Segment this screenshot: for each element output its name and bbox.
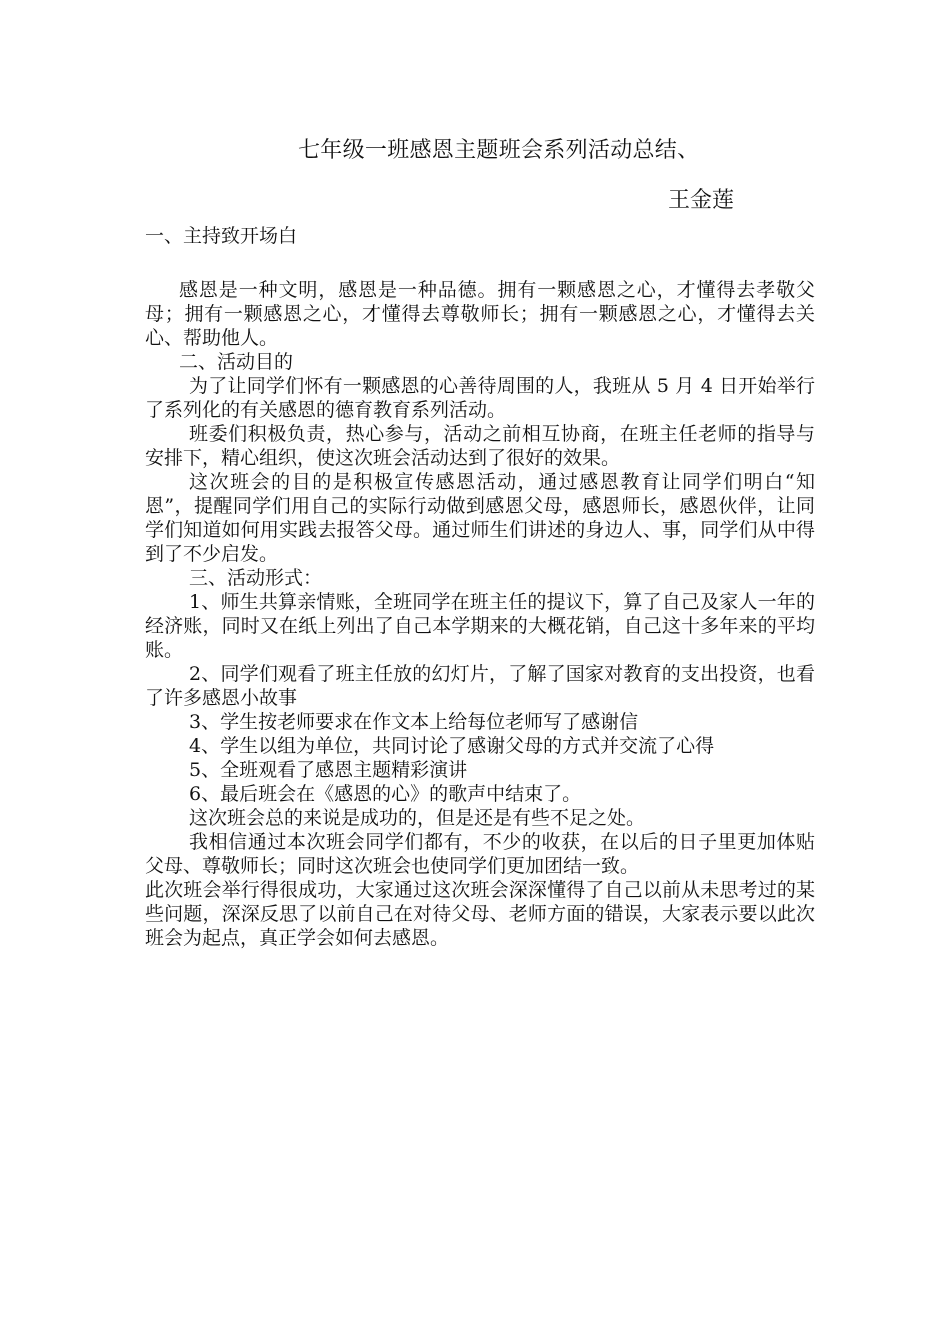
paragraph-goal: 这次班会的目的是积极宣传感恩活动，通过感恩教育让同学们明白“知恩”，提醒同学们用自己的实际行动做到感恩父母，感恩师长，感恩伙伴，让同学们知道如何用实践去报答父母。通过师生们讲述的身边人、事，同学们从中得到了不少启发。 (145, 471, 815, 565)
list-item-3: 3、学生按老师要求在作文本上给每位老师写了感谢信 (189, 711, 639, 733)
list-item-6: 6、最后班会在《感恩的心》的歌声中结束了。 (189, 783, 582, 805)
document-title: 七年级一班感恩主题班会系列活动总结、 (298, 138, 700, 163)
paragraph-gratitude-intro: 感恩是一种文明，感恩是一种品德。拥有一颗感恩之心，才懂得去孝敬父母；拥有一颗感恩之心，才懂得去尊敬师长；拥有一颗感恩之心，才懂得去关心、帮助他人。 (145, 279, 815, 349)
list-item-1: 1、师生共算亲情账，全班同学在班主任的提议下，算了自己及家人一年的经济账，同时又在纸上列出了自己本学期来的大概花销，自己这十多年来的平均账。 (145, 591, 815, 661)
paragraph-purpose: 为了让同学们怀有一颗感恩的心善待周围的人，我班从 5 月 4 日开始举行了系列化的有关感恩的德育教育系列活动。 (145, 375, 815, 421)
paragraph-conclusion: 此次班会举行得很成功，大家通过这次班会深深懂得了自己以前从未思考过的某些问题，深深反思了以前自己在对待父母、老师方面的错误，大家表示要以此次班会为起点，真正学会如何去感恩。 (145, 879, 815, 949)
section-heading-purpose: 二、活动目的 (179, 351, 294, 373)
list-item-5: 5、全班观看了感恩主题精彩演讲 (189, 759, 468, 781)
document-body (145, 224, 815, 950)
document-author: 王金莲 (668, 188, 735, 213)
paragraph-summary: 这次班会总的来说是成功的，但是还是有些不足之处。 (189, 807, 646, 829)
paragraph-belief: 我相信通过本次班会同学们都有，不少的收获，在以后的日子里更加体贴父母、尊敬师长；同时这次班会也使同学们更加团结一致。 (145, 831, 815, 877)
list-item-4: 4、学生以组为单位，共同讨论了感谢父母的方式并交流了心得 (189, 735, 715, 757)
list-item-2: 2、同学们观看了班主任放的幻灯片，了解了国家对教育的支出投资，也看了许多感恩小故事 (145, 663, 815, 709)
section-heading-format: 三、活动形式： (189, 567, 323, 589)
paragraph-committee: 班委们积极负责，热心参与，活动之前相互协商，在班主任老师的指导与安排下，精心组织，使这次班会活动达到了很好的效果。 (145, 423, 815, 469)
section-heading-opening: 一、主持致开场白 (145, 225, 298, 247)
